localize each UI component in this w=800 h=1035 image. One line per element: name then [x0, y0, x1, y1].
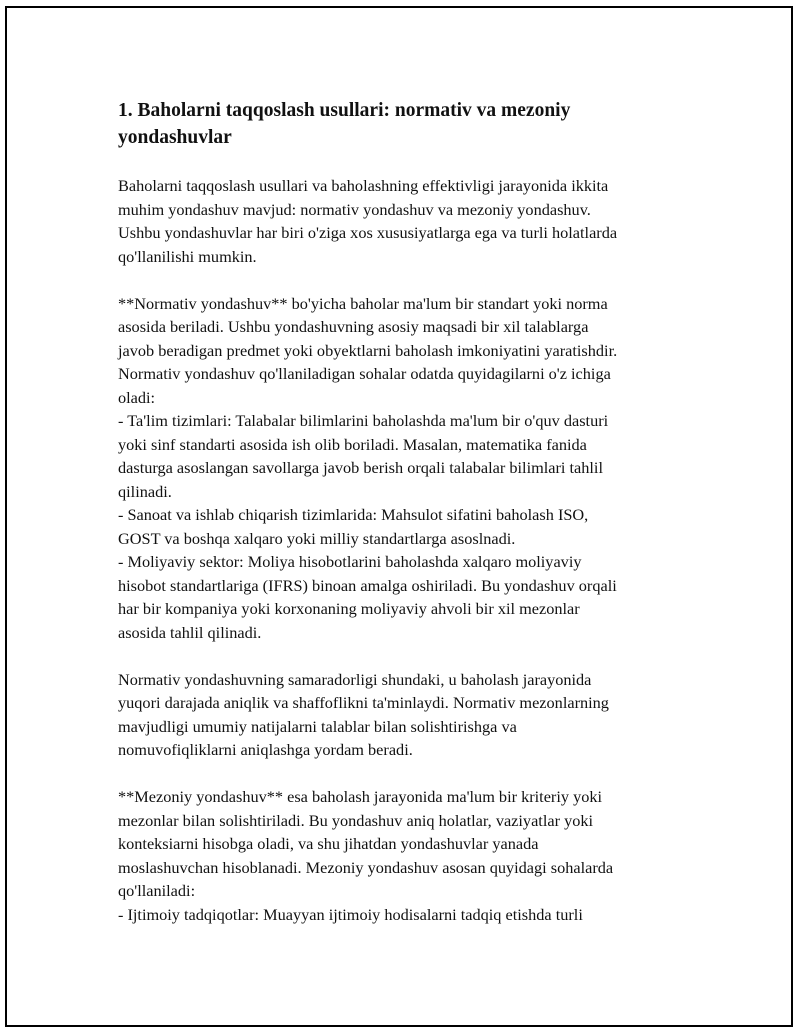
text-line: muhim yondashuv mavjud: normativ yondashuv va mezoniy yondashuv.	[118, 199, 591, 219]
text-line: Ushbu yondashuvlar har biri o'ziga xos xususiyatlarga ega va turli holatlarda	[118, 223, 618, 242]
text-line: - Moliyaviy sektor: Moliya hisobotlarini baholashda xalqaro moliyaviy	[118, 552, 582, 571]
text-line: oladi:	[118, 387, 156, 407]
paragraph-mezoniy	[118, 785, 708, 926]
text-line: - Ijtimoiy tadqiqotlar: Muayyan ijtimoiy hodisalarni tadqiq etishda turli	[118, 904, 583, 924]
text-line: asosida tahlil qilinadi.	[118, 622, 262, 642]
paragraph-samaradorlik	[118, 668, 708, 762]
text-line: **Normativ yondashuv** bo'yicha baholar ma'lum bir standart yoki norma	[118, 293, 608, 313]
text-line: mezonlar bilan solishtiriladi. Bu yondashuv aniq holatlar, vaziyatlar yoki	[118, 810, 594, 830]
text-line: - Ta'lim tizimlari: Talabalar bilimlarini baholashda ma'lum bir o'quv dasturi	[118, 411, 609, 430]
text-line: nomuvofiqliklarni aniqlashga yordam beradi.	[118, 740, 413, 759]
document-body	[118, 97, 708, 926]
paragraph-intro	[118, 174, 708, 268]
paragraph-gap	[118, 644, 708, 668]
text-line: asosida beriladi. Ushbu yondashuvning asosiy maqsadi bir xil talablarga	[118, 317, 589, 336]
section-heading	[118, 97, 708, 151]
text-line: Normativ yondashuv qo'llaniladigan sohalar odatda quyidagilarni o'z ichiga	[118, 364, 611, 383]
text-line: Baholarni taqqoslash usullari va baholashning effektivligi jarayonida ikkita	[118, 176, 609, 195]
text-line: mavjudligi umumiy natijalarni talablar bilan solishtirishga va	[118, 716, 517, 736]
text-line: hisobot standartlariga (IFRS) binoan amalga oshiriladi. Bu yondashuv orqali	[118, 575, 617, 595]
text-line: dasturga asoslangan savollarga javob berish orqali talabalar bilimlari tahlil	[118, 458, 603, 477]
paragraph-gap	[118, 762, 708, 786]
text-line: moslashuvchan hisoblanadi. Mezoniy yondashuv asosan quyidagi sohalarda	[118, 857, 614, 877]
text-line: javob beradigan predmet yoki obyektlarni baholash imkoniyatini yaratishdir.	[118, 340, 618, 360]
text-line: - Sanoat va ishlab chiqarish tizimlarida: Mahsulot sifatini baholash ISO,	[118, 505, 589, 524]
text-line: konteksiarni hisobga oladi, va shu jihatdan yondashuvlar yanada	[118, 834, 539, 853]
text-line: **Mezoniy yondashuv** esa baholash jarayonida ma'lum bir kriteriy yoki	[118, 787, 603, 806]
text-line: qo'llanilishi mumkin.	[118, 246, 257, 266]
text-line: yoki sinf standarti asosida ish olib boriladi. Masalan, matematika fanida	[118, 434, 587, 454]
text-line: Normativ yondashuvning samaradorligi shundaki, u baholash jarayonida	[118, 669, 592, 689]
text-line: GOST va boshqa xalqaro yoki milliy standartlarga asoslnadi.	[118, 528, 516, 548]
heading-line: yondashuvlar	[118, 127, 232, 148]
text-line: qilinadi.	[118, 481, 172, 501]
heading-line: 1. Baholarni taqqoslash usullari: normativ va mezoniy	[118, 100, 571, 121]
text-line: yuqori darajada aniqlik va shaffoflikni ta'minlaydi. Normativ mezonlarning	[118, 693, 609, 712]
text-line: har bir kompaniya yoki korxonaning moliyaviy ahvoli bir xil mezonlar	[118, 599, 580, 618]
paragraph-gap	[118, 268, 708, 292]
paragraph-normativ	[118, 292, 708, 645]
text-line: qo'llaniladi:	[118, 881, 196, 900]
